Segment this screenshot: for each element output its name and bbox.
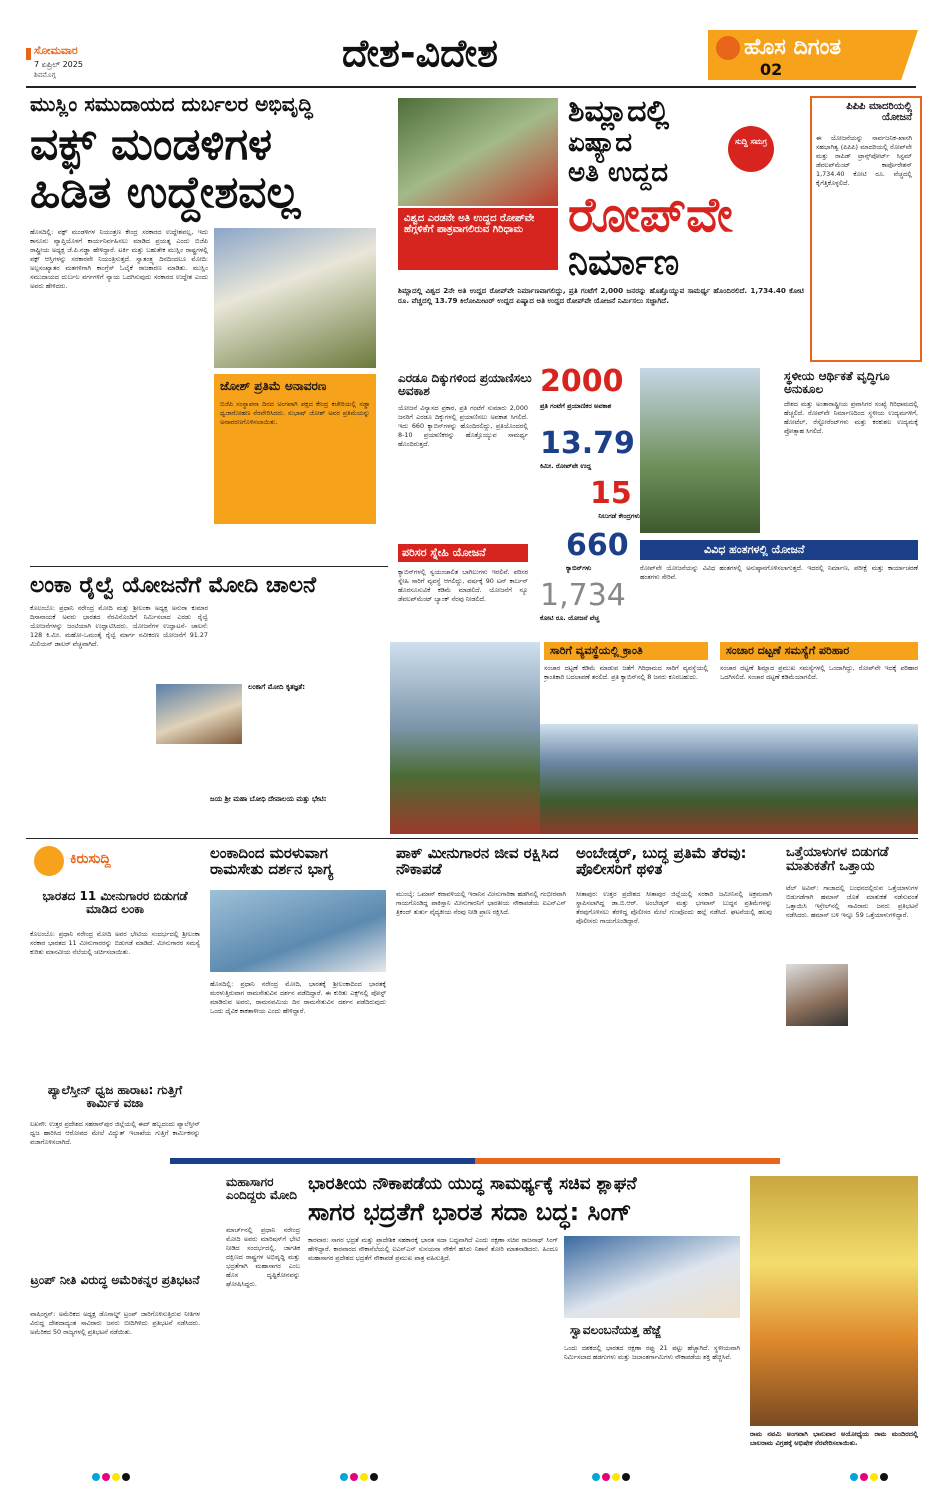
kiru-label: ಕಿರುಸುದ್ದಿ [70, 851, 111, 867]
stat-passengers-label: ಪ್ರತಿ ಗಂಟೆಗೆ ಪ್ರಯಾಣಿಕರ ಅವಕಾಶ [540, 402, 612, 410]
local-econ-body: ದೇಶದ ಮತ್ತು ಅಂತಾರಾಷ್ಟ್ರೀಯ ಪ್ರವಾಸಿಗರ ಸಂಖ್ಯೆ ಗಿರಿಧಾಮದಲ್ಲಿ ಹೆಚ್ಚಲಿದೆ. ರೋಪ್‌ವೇ ನಿರ್ಮಾಣದಿಂದ ಸ್ಥಳೀಯ ಉದ್ಯಮಗಳಿಗೆ, ಹೋಟೆಲ್, ರೆಸ್ಟೋರೆಂಟ್‌ಗಳು ಮತ್ತು ಕರಕುಶಲ ಉದ್ಯಮಕ್ಕೆ ಪ್ರೋತ್ಸಾಹ ಸಿಗಲಿದೆ. [784, 400, 918, 435]
ramasetu-photo [210, 890, 386, 972]
self-reliance-body: ಒಂದು ದಶಕದಲ್ಲಿ ಭಾರತದ ರಕ್ಷಣಾ ರಫ್ತು 21 ಪಟ್ಟು ಹೆಚ್ಚಾಗಿದೆ. ಸ್ಥಳೀಯವಾಗಿ ನಿರ್ಮಿಸಲಾದ ಹಡಗುಗಳು ಮತ್ತು ಜಲಾಂತರ್ಗಾಮಿಗಳು ನೌಕಾಪಡೆಯ ಶಕ್ತಿ ಹೆಚ್ಚಿಸಿವೆ. [564, 1344, 740, 1361]
ropeway-headline-1: ಶಿಮ್ಲಾದಲ್ಲಿ [568, 94, 670, 129]
waqf-headline-2: ಹಿಡಿತ ಉದ್ದೇಶವಲ್ಲ [30, 167, 301, 218]
ramasetu-body: ಹೊಸದಿಲ್ಲಿ: ಪ್ರಧಾನಿ ನರೇಂದ್ರ ಮೋದಿ, ಭಾರತಕ್ಕೆ ಶ್ರೀಲಂಕಾದಿಂದ ಭಾರತಕ್ಕೆ ಮರಳುತ್ತಿರುವಾಗ ರಾಮಸೇತುವಿನ ದರ್ಶನ ಪಡೆದಿದ್ದಾರೆ. ಈ ಕುರಿತು ಎಕ್ಸ್‌ನಲ್ಲಿ ಪೋಸ್ಟ್ ಮಾಡಿರುವ ಅವರು, ರಾಮನವಮಿಯ ದಿನ ರಾಮಸೇತುವಿನ ದರ್ಶನ ಪಡೆದಿರುವುದು ಒಂದು ದೈವಿಕ ಕಾಕತಾಳೀಯ ಎಂದು ಹೇಳಿದ್ದಾರೆ. [210, 980, 386, 1015]
registration-marks [850, 1466, 890, 1485]
ramasetu-headline: ಲಂಕಾದಿಂದ ಮರಳುವಾಗ ರಾಮಸೇತು ದರ್ಶನ ಭಾಗ್ಯ [210, 844, 334, 878]
navy-body: ಕಾರವಾರ: ಸಾಗರ ಭದ್ರತೆ ಮತ್ತು ಪ್ರಾದೇಶಿಕ ಸಹಕಾರಕ್ಕೆ ಭಾರತ ಸದಾ ಬದ್ಧವಾಗಿದೆ ಎಂದು ರಕ್ಷಣಾ ಸಚಿವ ರಾಜನಾಥ್ ಸಿಂಗ್ ಹೇಳಿದ್ದಾರೆ. ಕಾರವಾರದ ನೌಕಾನೆಲೆಯಲ್ಲಿ ಐಎನ್‌ಎಸ್ ಸುನಯನಾ ನೌಕೆಗೆ ಹಸಿರು ನಿಶಾನೆ ತೋರಿ ಮಾತನಾಡಿದರು. ಹಿಂದೂ ಮಹಾಸಾಗರ ಪ್ರದೇಶದ ಭದ್ರತೆಗೆ ನೌಕಾಪಡೆ ಪ್ರಮುಖ ಪಾತ್ರ ವಹಿಸುತ್ತಿದೆ. [308, 1236, 558, 1262]
pak-fisher-headline: ಪಾಕ್ ಮೀನುಗಾರನ ಜೀವ ರಕ್ಷಿಸಿದ ನೌಕಾಪಡೆ [396, 844, 559, 878]
ropeway-photo-1 [398, 98, 558, 206]
ppp-head: ಪಿಪಿಪಿ ಮಾದರಿಯಲ್ಲಿ ಯೋಜನೆ [846, 101, 912, 123]
ramanavami-photo [750, 1176, 918, 1426]
waqf-headline-1: ವಕ್ಫ್ ಮಂಡಳಿಗಳ [30, 119, 273, 170]
stat-stations-label: ನಿಲುಗಡೆ ಕೇಂದ್ರಗಳು [598, 512, 640, 520]
hand-icon [34, 846, 64, 876]
lanka-rail-body: ಕೊಲಂಬೊ: ಪ್ರಧಾನಿ ನರೇಂದ್ರ ಮೋದಿ ಮತ್ತು ಶ್ರೀಲಂಕಾ ಅಧ್ಯಕ್ಷ ಅನುರಾ ಕುಮಾರ ದಿಸಾನಾಯಕೆ ಅವರು ಭಾರತದ ನೆರವಿನೊಂದಿಗೆ ನಿರ್ಮಿಸಲಾದ ಎರಡು ರೈಲ್ವೆ ಯೋಜನೆಗಳನ್ನು ಜಂಟಿಯಾಗಿ ಉದ್ಘಾಟಿಸಿದರು. ಯೋಜನೆಗಳ ಉದ್ಘಾಟನೆ- ಚಾಲನೆ: 128 ಕಿ.ಮೀ. ಮಹೋ-ಒಮಂತೈ ರೈಲ್ವೆ ಮಾರ್ಗ ನವೀಕರಣ ಯೋಜನೆಗೆ 91.27 ಮಿಲಿಯನ್ ಡಾಲರ್ ವೆಚ್ಚವಾಗಿದೆ. [30, 604, 208, 648]
navy-photo [564, 1236, 740, 1318]
stat-length-label: ಕಿಮೀ. ರೋಪ್‌ವೇ ಉದ್ದ [540, 462, 592, 470]
stat-cabins-value: 660 [566, 528, 629, 563]
stat-passengers-value: 2000 [540, 364, 624, 399]
lanka-rail-headline: ಲಂಕಾ ರೈಲ್ವೆ ಯೋಜನೆಗೆ ಮೋದಿ ಚಾಲನೆ [30, 573, 317, 598]
stat-length-value: 13.79 [540, 426, 635, 461]
traffic-body: ಸಂಚಾರ ದಟ್ಟಣೆ ಶಿಮ್ಲಾದ ಪ್ರಮುಖ ಸಮಸ್ಯೆಗಳಲ್ಲಿ ಒಂದಾಗಿದ್ದು, ರೋಪ್‌ವೇ ಇದಕ್ಕೆ ಪರಿಹಾರ ಒದಗಿಸಲಿದೆ. ಸಂಚಾರ ದಟ್ಟಣೆ ಕಡಿಮೆಯಾಗಲಿದೆ. [720, 664, 918, 681]
waqf-box-head: ಜೋಶ್ ಪ್ರತಿಮೆ ಅನಾವರಣ [220, 379, 327, 393]
stat-cabins-label: ಕ್ಯಾಬಿನ್‌ಗಳು [566, 564, 592, 572]
hostage-headline: ಒತ್ತೆಯಾಳುಗಳ ಬಿಡುಗಡೆ ಮಾತುಕತೆಗೆ ಒತ್ತಾಯ [786, 845, 889, 874]
registration-marks [92, 1466, 132, 1485]
divider [30, 566, 388, 567]
ropeway-photo-2 [640, 368, 760, 533]
masthead-rule [26, 86, 916, 88]
transport-head: ಸಾರಿಗೆ ವ್ಯವಸ್ಥೆಯಲ್ಲಿ ಕ್ರಾಂತಿ [550, 644, 643, 657]
kiru-headline-3: ಟ್ರಂಪ್ ನೀತಿ ವಿರುದ್ಧ ಅಮೆರಿಕನ್ನರ ಪ್ರತಿಭಟನೆ [30, 1273, 200, 1287]
shimla-panorama-photo [540, 724, 918, 834]
kiru-headline-2: ಪ್ಯಾಲೆಸ್ತೀನ್ ಧ್ವಜ ಹಾರಾಟ: ಗುತ್ತಿಗೆ ಕಾರ್ಮಿಕ ವಜಾ [47, 1083, 183, 1110]
date-marker [26, 48, 31, 60]
divider [26, 838, 918, 839]
phase-body: ರೋಪ್‌ವೇ ಯೋಜನೆಯನ್ನು ವಿವಿಧ ಹಂತಗಳಲ್ಲಿ ಅನುಷ್ಠಾನಗೊಳಿಸಲಾಗುತ್ತದೆ. ಇದರಲ್ಲಿ ನಿರ್ಮಾಣ, ಪರೀಕ್ಷೆ ಮತ್ತು ಕಾರ್ಯಾಚರಣೆ ಹಂತಗಳು ಸೇರಿವೆ. [640, 564, 918, 581]
phase-head: ವಿವಿಧ ಹಂತಗಳಲ್ಲಿ ಯೋಜನೆ [704, 543, 805, 556]
transport-body: ಸಂಚಾರ ದಟ್ಟಣೆ ಕಡಿಮೆ ಮಾಡುವ ಜತೆಗೆ ಗಿರಿಧಾಮದ ಸಾರಿಗೆ ವ್ಯವಸ್ಥೆಯಲ್ಲಿ ಕ್ರಾಂತಿಕಾರಿ ಬದಲಾವಣೆ ತರಲಿದೆ. ಪ್ರತಿ ಕ್ಯಾಬಿನ್‌ನಲ್ಲಿ 8 ಜನರು ಕೂರಬಹುದು. [544, 664, 708, 681]
ropeway-headline-3: ಅತಿ ಉದ್ದದ [568, 158, 668, 188]
ropeway-headline-4: ರೋಪ್‌ವೇ [568, 187, 733, 243]
waqf-box-body: ಬಿಜೆಪಿ ಸಂಸ್ಥಾಪನಾ ದಿನದ ಅಂಗವಾಗಿ ಪಕ್ಷದ ಕೇಂದ್ರ ಕಚೇರಿಯಲ್ಲಿ ನಡ್ಡಾ ಧ್ವಜಾರೋಹಣ ನೆರವೇರಿಸಿದರು. ಸುಭಾಷ್ ಜೋಶ್ ಅವರ ಪ್ರತಿಮೆಯನ್ನು ಅನಾವರಣಗೊಳಿಸಲಾಯಿತು. [220, 400, 370, 426]
stat-cost-label: ಕೋಟಿ ರೂ. ಯೋಜನೆ ವೆಚ್ಚ [540, 614, 600, 622]
registration-marks [340, 1466, 380, 1485]
both-ways-head: ಎರಡೂ ದಿಕ್ಕುಗಳಿಂದ ಪ್ರಯಾಣಿಸಲು ಅವಕಾಶ [398, 371, 532, 398]
lanka-rail-sub1: ಲಂಕಾಗೆ ಮೋದಿ ಕೃತಜ್ಞತೆ: [248, 683, 306, 691]
navy-kicker: ಭಾರತೀಯ ನೌಕಾಪಡೆಯ ಯುದ್ಧ ಸಾಮರ್ಥ್ಯಕ್ಕೆ ಸಚಿವ ಶ್ಲಾಘನೆ [308, 1174, 637, 1194]
lanka-rail-sub2: ಜಯ ಶ್ರೀ ಮಹಾ ಬೋಧಿ ದೇವಾಲಯ ಮತ್ತು ಭೇಟಿ: [210, 795, 327, 803]
eco-head: ಪರಿಸರ ಸ್ನೇಹಿ ಯೋಜನೆ [402, 546, 486, 559]
mahasagar-headline: ಮಹಾಸಾಗರ ಎಂದಿದ್ದರು ಮೋದಿ [226, 1175, 298, 1202]
waqf-body: ಹೊಸದಿಲ್ಲಿ: ವಕ್ಫ್ ಮಂಡಳಿಗಳ ನಿಯಂತ್ರಣ ಕೇಂದ್ರ ಸರಕಾರದ ಉದ್ದೇಶವಲ್ಲ, ಇದು ಕಾನೂನು ವ್ಯಾಪ್ತಿಯೊಳಗೆ ಕಾರ್ಯನಿರ್ವಹಿಸಲು ಮಾಡಿದ ಪ್ರಯತ್ನ ಎಂದು ಬಿಜೆಪಿ ರಾಷ್ಟ್ರೀಯ ಅಧ್ಯಕ್ಷ ಜೆ.ಪಿ.ನಡ್ಡಾ ಹೇಳಿದ್ದಾರೆ. ಟರ್ಕಿ ಮತ್ತು ಬಹುತೇಕ ಮುಸ್ಲಿಂ ರಾಷ್ಟ್ರಗಳಲ್ಲಿ ವಕ್ಫ್ ಆಸ್ತಿಗಳನ್ನು ಸರಕಾರವೇ ನಿಯಂತ್ರಿಸುತ್ತದೆ. ಸ್ವಾತಂತ್ರ್ಯ ದಿನದಿಂದಲೂ ಮೋದಿ: ಅಲ್ಪಸಂಖ್ಯಾತರ ಮತಗಳಿಗಾಗಿ ಕಾಂಗ್ರೆಸ್ ಓಲೈಕೆ ರಾಜಕಾರಣ ಮಾಡಿತು. ಮುಸ್ಲಿಂ ಸಮುದಾಯದ ದುರ್ಬಲ ವರ್ಗಗಳಿಗೆ ನ್ಯಾಯ ಒದಗಿಸುವುದು ಸರಕಾರದ ಉದ್ದೇಶ ಎಂದು ಅವರು ಹೇಳಿದರು. [30, 228, 208, 290]
kiru-headline-1: ಭಾರತದ 11 ಮೀನುಗಾರರ ಬಿಡುಗಡೆ ಮಾಡಿದ ಲಂಕಾ [42, 889, 188, 916]
stat-stations-value: 15 [590, 476, 632, 511]
shimla-photo-left [390, 642, 540, 834]
badge-icon [728, 126, 774, 172]
masthead-day: ಸೋಮವಾರ [34, 44, 78, 57]
ropeway-headline-5: ನಿರ್ಮಾಣ [568, 242, 680, 283]
waqf-kicker: ಮುಸ್ಲಿಂ ಸಮುದಾಯದ ದುರ್ಬಲರ ಅಭಿವೃದ್ಧಿ [30, 92, 313, 116]
kiru-body-2: ಲಖನೌ: ಉತ್ತರ ಪ್ರದೇಶದ ಸಹರಾನ್‌ಪುರ ಜಿಲ್ಲೆಯಲ್ಲಿ ಈದ್ ಹಬ್ಬದಂದು ಪ್ಯಾಲೆಸ್ತೀನ್ ಧ್ವಜ ಹಾರಿಸಿದ ಆರೋಪದ ಮೇಲೆ ವಿದ್ಯುತ್ ಇಲಾಖೆಯ ಗುತ್ತಿಗೆ ಕಾರ್ಮಿಕನನ್ನು ವಜಾಗೊಳಿಸಲಾಗಿದೆ. [30, 1120, 200, 1146]
brand-name: ಹೊಸ ದಿಗಂತ [744, 35, 842, 60]
ropeway-lead: ಶಿಮ್ಲಾದಲ್ಲಿ ವಿಶ್ವದ 2ನೇ ಅತಿ ಉದ್ದದ ರೋಪ್‌ವೇ ನಿರ್ಮಾಣವಾಗಲಿದ್ದು, ಪ್ರತಿ ಗಂಟೆಗೆ 2,000 ಜನರನ್ನು ಹೊತ್ತೊಯ್ಯುವ ಸಾಮರ್ಥ್ಯ ಹೊಂದಿರಲಿದೆ. 1,734.40 ಕೋಟಿ ರೂ. ವೆಚ್ಚದಲ್ಲಿ 13.79 ಕಿಲೋಮೀಟರ್ ಉದ್ದದ ಏಷ್ಯಾದ ಅತಿ ಉದ್ದದ ರೋಪ್‌ವೇ ಯೋಜನೆ ನಿರ್ಮಿಸಲು ಸಜ್ಜಾಗಿದೆ. [398, 286, 804, 305]
ppp-body: ಈ ಯೋಜನೆಯನ್ನು ಸಾರ್ವಜನಿಕ-ಖಾಸಗಿ ಸಹಭಾಗಿತ್ವ (ಪಿಪಿಪಿ) ಮಾದರಿಯಲ್ಲಿ ರೋಪ್‌ವೇ ಮತ್ತು ರಾಪಿಡ್ ಟ್ರಾನ್ಸ್‌ಪೋರ್ಟ್ ಸಿಸ್ಟಮ್ ಡೆವಲಪ್‌ಮೆಂಟ್ ಕಾರ್ಪೊರೇಶನ್ 1,734.40 ಕೋಟಿ ರೂ. ವೆಚ್ಚದಲ್ಲಿ ಕೈಗೆತ್ತಿಕೊಳ್ಳಲಿದೆ. [816, 134, 912, 187]
registration-marks [592, 1466, 632, 1485]
lanka-rail-photo [156, 684, 242, 744]
navy-headline: ಸಾಗರ ಭದ್ರತೆಗೆ ಭಾರತ ಸದಾ ಬದ್ಧ: ಸಿಂಗ್ [308, 1198, 632, 1226]
kiru-body-1: ಕೊಲಂಬೊ: ಪ್ರಧಾನಿ ನರೇಂದ್ರ ಮೋದಿ ಅವರ ಭೇಟಿಯ ಸಂದರ್ಭದಲ್ಲಿ ಶ್ರೀಲಂಕಾ ಸರಕಾರ ಭಾರತದ 11 ಮೀನುಗಾರರನ್ನು ಬಿಡುಗಡೆ ಮಾಡಿದೆ. ಮೀನುಗಾರರ ಸಮಸ್ಯೆ ಕುರಿತು ಮಾನವೀಯ ನೆಲೆಯಲ್ಲಿ ಚರ್ಚಿಸಲಾಯಿತು. [30, 930, 200, 956]
navy-top-bar [170, 1158, 780, 1164]
both-ways-body: ಯೋಜನೆ ವಿನ್ಯಾಸದ ಪ್ರಕಾರ, ಪ್ರತಿ ಗಂಟೆಗೆ ಸುಮಾರು 2,000 ಜನರಿಗೆ ಎರಡೂ ದಿಕ್ಕುಗಳಲ್ಲಿ ಪ್ರಯಾಣಿಸಲು ಅವಕಾಶ ಸಿಗಲಿದೆ. ಇದು 660 ಕ್ಯಾಬಿನ್‌ಗಳನ್ನು ಹೊಂದಿರಲಿದ್ದು, ಪ್ರತಿಯೊಂದರಲ್ಲಿ 8-10 ಪ್ರಯಾಣಿಕರನ್ನು ಹೊತ್ತೊಯ್ಯುವ ಸಾಮರ್ಥ್ಯ ಹೊಂದಿರುತ್ತದೆ. [398, 404, 528, 448]
kiru-body-3: ವಾಷಿಂಗ್ಟನ್: ಅಮೆರಿಕದ ಅಧ್ಯಕ್ಷ ಡೊನಾಲ್ಡ್ ಟ್ರಂಪ್ ಜಾರಿಗೊಳಿಸುತ್ತಿರುವ ನೀತಿಗಳ ವಿರುದ್ಧ ದೇಶದಾದ್ಯಂತ ಸಾವಿರಾರು ಜನರು ಬೀದಿಗಿಳಿದು ಪ್ರತಿಭಟನೆ ನಡೆಸಿದರು. ಅಮೆರಿಕದ 50 ರಾಜ್ಯಗಳಲ್ಲಿ ಪ್ರತಿಭಟನೆ ನಡೆಯಿತು. [30, 1310, 200, 1336]
eco-body: ಕ್ಯಾಬಿನ್‌ಗಳಲ್ಲಿ ಸ್ವಯಂಚಾಲಿತ ಬಾಗಿಲುಗಳು ಇರಲಿವೆ. ಪರಿಸರ ಸ್ನೇಹಿ ಸಾರಿಗೆ ವ್ಯವಸ್ಥೆ ಆಗಲಿದ್ದು, ವರ್ಷಕ್ಕೆ 90 ಟನ್ ಕಾರ್ಬನ್ ಹೊರಸೂಸುವಿಕೆ ಕಡಿಮೆ ಮಾಡಲಿದೆ. ಯೋಜನೆಗೆ ನ್ಯೂ ಡೆವಲಪ್‌ಮೆಂಟ್ ಬ್ಯಾಂಕ್ ನೆರವು ನೀಡಲಿದೆ. [398, 568, 528, 603]
mahasagar-body: ಮಾರ್ಚ್‌ನಲ್ಲಿ ಪ್ರಧಾನಿ ನರೇಂದ್ರ ಮೋದಿ ಅವರು ಮಾರಿಷಸ್‌ಗೆ ಭೇಟಿ ನೀಡಿದ ಸಂದರ್ಭದಲ್ಲಿ, ಜಾಗತಿಕ ದಕ್ಷಿಣದ ರಾಷ್ಟ್ರಗಳ ಅಭಿವೃದ್ಧಿ ಮತ್ತು ಭದ್ರತೆಗಾಗಿ ಮಹಾಸಾಗರ ಎಂಬ ಹೊಸ ದೃಷ್ಟಿಕೋನವನ್ನು ಘೋಷಿಸಿದ್ದರು. [226, 1226, 300, 1288]
ropeway-badge: ಸುದ್ದಿ ಸಮಗ್ರ [735, 137, 767, 146]
self-reliance-head: ಸ್ವಾವಲಂಬನೆಯತ್ತ ಹೆಜ್ಜೆ [570, 1323, 662, 1337]
ropeway-headline-2: ಏಷ್ಯಾದ [568, 128, 633, 158]
masthead-city: ಶಿವಮೊಗ್ಗ [34, 71, 56, 79]
ropeway-caption: ವಿಶ್ವದ ಎರಡನೇ ಅತಿ ಉದ್ದದ ರೋಪ್‌ವೇ ಹೆಗ್ಗಳಿಕೆಗೆ ಪಾತ್ರವಾಗಲಿರುವ ಗಿರಿಧಾಮ [404, 213, 535, 235]
hostage-body: ಟೆಲ್ ಅವಿವ್: ಗಾಜಾದಲ್ಲಿ ಬಂಧನದಲ್ಲಿರುವ ಒತ್ತೆಯಾಳುಗಳ ಬಿಡುಗಡೆಗಾಗಿ ಹಮಾಸ್ ಜೊತೆ ಮಾತುಕತೆ ನಡೆಸುವಂತೆ ಒತ್ತಾಯಿಸಿ ಇಸ್ರೇಲ್‌ನಲ್ಲಿ ಸಾವಿರಾರು ಜನರು ಪ್ರತಿಭಟನೆ ನಡೆಸಿದರು. ಹಮಾಸ್ ಬಳಿ ಇನ್ನೂ 59 ಒತ್ತೆಯಾಳುಗಳಿದ್ದಾರೆ. [786, 884, 918, 919]
waqf-photo [214, 228, 376, 368]
masthead-date: 7 ಏಪ್ರಿಲ್ 2025 [34, 60, 83, 69]
page-number: 02 [760, 60, 783, 79]
brand-logo-icon [716, 36, 740, 60]
ambedkar-headline: ಅಂಬೇಡ್ಕರ್, ಬುದ್ಧ ಪ್ರತಿಮೆ ತೆರವು: ಪೊಲೀಸರಿಗೆ ಥಳಿತ [576, 844, 747, 878]
traffic-head: ಸಂಚಾರ ದಟ್ಟಣೆ ಸಮಸ್ಯೆಗೆ ಪರಿಹಾರ [726, 644, 850, 657]
ambedkar-body: ಸೀತಾಪುರ: ಉತ್ತರ ಪ್ರದೇಶದ ಸೀತಾಪುರ ಜಿಲ್ಲೆಯಲ್ಲಿ ಸರಕಾರಿ ಜಮೀನಿನಲ್ಲಿ ಅಕ್ರಮವಾಗಿ ಸ್ಥಾಪಿಸಲಾಗಿದ್ದ ಡಾ.ಬಿ.ಆರ್. ಅಂಬೇಡ್ಕರ್ ಮತ್ತು ಭಗವಾನ್ ಬುದ್ಧನ ಪ್ರತಿಮೆಗಳನ್ನು ತೆರವುಗೊಳಿಸಲು ತೆರಳಿದ್ದ ಪೊಲೀಸರ ಮೇಲೆ ಗುಂಪೊಂದು ಹಲ್ಲೆ ನಡೆಸಿದೆ. ಘಟನೆಯಲ್ಲಿ ಹಲವು ಪೊಲೀಸರು ಗಾಯಗೊಂಡಿದ್ದಾರೆ. [576, 890, 772, 925]
stat-cost-value: 1,734 [540, 578, 626, 613]
ramanavami-caption: ರಾಮ ನವಮಿ ಅಂಗವಾಗಿ ಭಾನುವಾರ ಅಯೋಧ್ಯೆಯ ರಾಮ ಮಂದಿರದಲ್ಲಿ ಬಾಲರಾಮ ವಿಗ್ರಹಕ್ಕೆ ಅಭಿಷೇಕ ನೆರವೇರಿಸಲಾಯಿತು. [750, 1430, 918, 1447]
local-econ-head: ಸ್ಥಳೀಯ ಆರ್ಥಿಕತೆ ವೃದ್ಧಿಗೂ ಅನುಕೂಲ [784, 369, 890, 396]
pak-fisher-body: ಮುಂಬೈ: ಒಮಾನ್ ಕರಾವಳಿಯಲ್ಲಿ ಇರಾನಿನ ಮೀನುಗಾರಿಕಾ ಹಡಗಿನಲ್ಲಿ ಗಂಭೀರವಾಗಿ ಗಾಯಗೊಂಡಿದ್ದ ಪಾಕಿಸ್ತಾನಿ ಮೀನುಗಾರನಿಗೆ ಭಾರತೀಯ ನೌಕಾಪಡೆಯ ಐಎನ್‌ಎಸ್ ತ್ರಿಕಂದ್ ತುರ್ತು ವೈದ್ಯಕೀಯ ನೆರವು ನೀಡಿ ಪ್ರಾಣ ರಕ್ಷಿಸಿದೆ. [396, 890, 566, 916]
section-title: ದೇಶ-ವಿದೇಶ [342, 31, 498, 75]
